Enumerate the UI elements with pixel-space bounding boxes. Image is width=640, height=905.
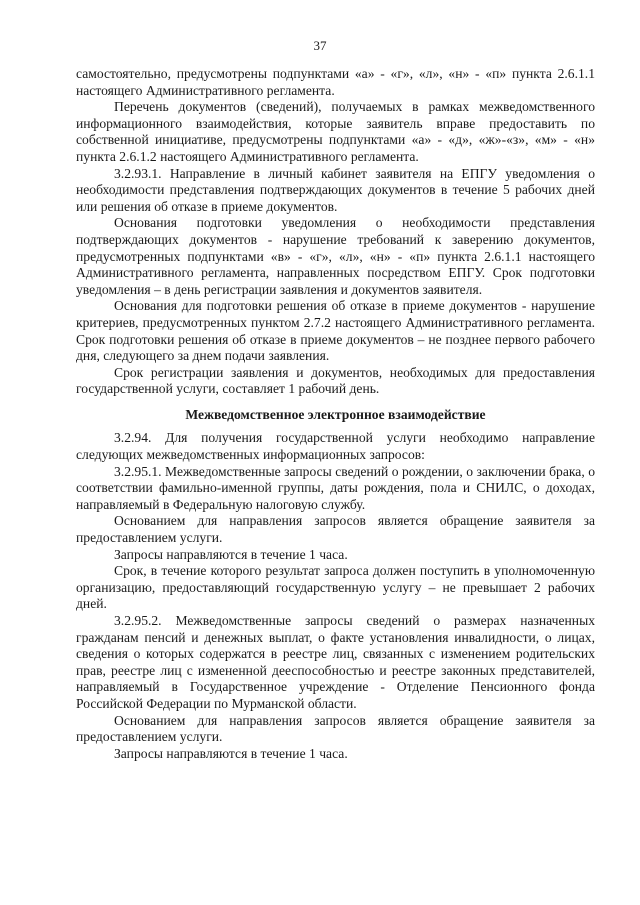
body-paragraph: 3.2.94. Для получения государственной услуги необходимо направление следующих межведомственных информационных запросов: bbox=[76, 430, 595, 463]
body-paragraph: 3.2.93.1. Направление в личный кабинет заявителя на ЕПГУ уведомления о необходимости представления подтверждающих документов в течение 5 рабочих дней или решения об отказе в приеме документов. bbox=[76, 165, 595, 214]
body-paragraph: Срок регистрации заявления и документов, необходимых для предоставления государственной услуги, составляет 1 рабочий день. bbox=[76, 364, 595, 397]
section-heading: Межведомственное электронное взаимодействие bbox=[185, 406, 486, 422]
body-paragraph: Основанием для направления запросов является обращение заявителя за предоставлением услуги. bbox=[76, 712, 595, 745]
body-paragraph: Основания для подготовки решения об отказе в приеме документов - нарушение критериев, предусмотренных пунктом 2.7.2 настоящего Административного регламента. Срок подготовки решения об отказе в приеме документов – не позднее первого рабочего дня, следующего за днем подачи заявления. bbox=[76, 298, 595, 364]
body-paragraph: Срок, в течение которого результат запроса должен поступить в уполномоченную организацию, предоставляющий государственную услугу – не превышает 2 рабочих дней. bbox=[76, 563, 595, 612]
body-paragraph: Перечень документов (сведений), получаемых в рамках межведомственного информационного взаимодействия, которые заявитель вправе предоставить по собственной инициативе, предусмотрены подпунктами «а» - «д», «ж»-«з», «м» - «н» пункта 2.6.1.2 настоящего Административного регламента. bbox=[76, 99, 595, 164]
page-number: 37 bbox=[313, 38, 327, 53]
body-paragraph: самостоятельно, предусмотрены подпунктами «а» - «г», «л», «н» - «п» пункта 2.6.1.1 настоящего Административного регламента. bbox=[76, 66, 595, 98]
document-body bbox=[76, 66, 595, 762]
body-paragraph: 3.2.95.1. Межведомственные запросы сведений о рождении, о заключении брака, о соответствии фамильно-именной группы, даты рождения, пола и СНИЛС, о доходах, направляемый в Федеральную налоговую службу. bbox=[76, 463, 595, 512]
body-paragraph: Запросы направляются в течение 1 часа. bbox=[114, 546, 348, 562]
body-paragraph: 3.2.95.2. Межведомственные запросы сведений о размерах назначенных гражданам пенсий и денежных выплат, о факте установления инвалидности, о лицах, сведения о которых содержатся в реестре лиц, связанных с изменением родительских прав, реестре лиц с измененной дееспособностью и реестре законных представителей, направляемый в Государственное учреждение - Отделение Пенсионного фонда Российской Федерации по Мурманской области. bbox=[76, 613, 595, 711]
body-paragraph: Основания подготовки уведомления о необходимости представления подтверждающих документов - нарушение требований к заверению документов, предусмотренных подпунктами «в» - «г», «л», «н» - «п» пункта 2.6.1.1 настоящего Административного регламента, направленных посредством ЕПГУ. Срок подготовки уведомления – в день регистрации заявления и документов заявителя. bbox=[76, 215, 595, 297]
body-paragraph: Запросы направляются в течение 1 часа. bbox=[114, 745, 348, 761]
body-paragraph: Основанием для направления запросов является обращение заявителя за предоставлением услуги. bbox=[76, 513, 595, 546]
